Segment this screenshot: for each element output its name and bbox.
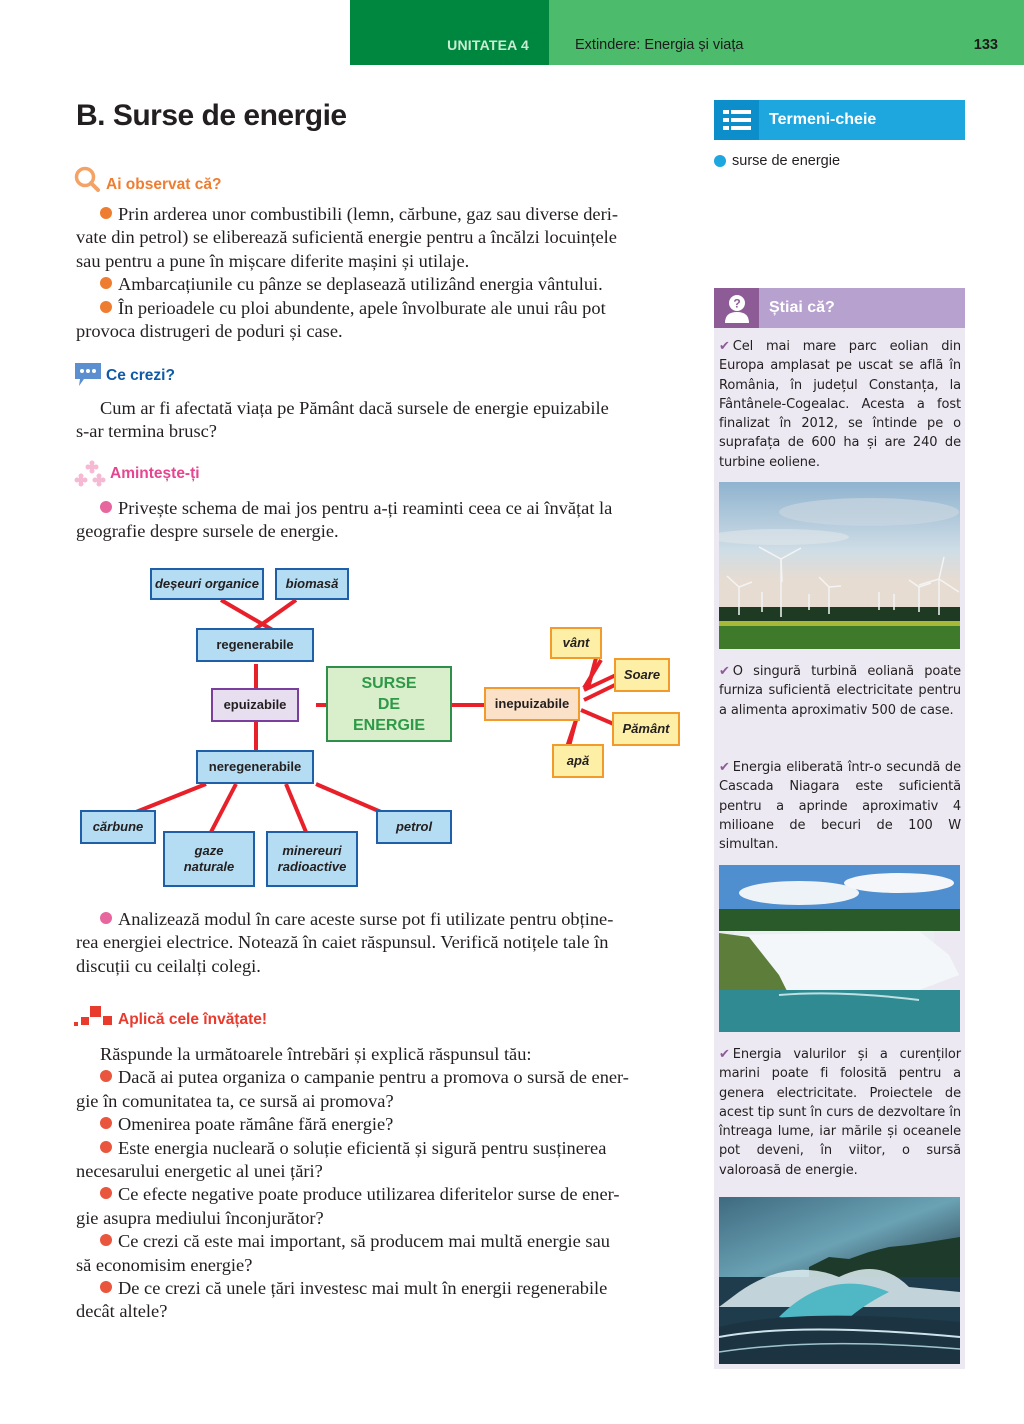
bullet-icon: [100, 1234, 112, 1246]
center-line: DE: [377, 695, 401, 713]
wind-farm-photo: [719, 482, 960, 649]
key-term-item: [714, 153, 965, 169]
bullet-icon: [100, 1070, 112, 1082]
analyze-line: Analizează modul în care aceste surse pot fi utilizate pentru obține-: [76, 908, 690, 931]
list-icon: [714, 100, 759, 140]
chapter-title: Extindere: Energia și viața: [575, 37, 744, 53]
analyze-line: discuții cu ceilalți colegi.: [76, 955, 261, 976]
question-line: De ce crezi că unele țări investesc mai mult în energii regenerabile: [76, 1277, 690, 1300]
checkmark-icon: ✔: [719, 1047, 730, 1062]
did-you-know-title: Știai că?: [769, 299, 835, 316]
node-surse-de-energie: [326, 666, 452, 742]
apply-intro: Răspunde la următoarele întrebări și explică răspunsul tău:: [100, 1044, 532, 1064]
analyze-text: [76, 908, 690, 978]
page-number: 133: [973, 37, 998, 53]
checkmark-icon: ✔: [719, 760, 730, 775]
bullet-icon: [100, 1141, 112, 1153]
node-gaze-naturale: gaze naturale: [163, 831, 255, 887]
fact-item: ✔ Cel mai mare parc eolian din Europa amplasat pe uscat se aflã în România, în județul Constanța, la Fântânele-Cogealac. Acesta a fost finalizat în 2012, se întinde pe o suprafața de 600 ha și are 240 de turbine eoliene.: [719, 339, 961, 470]
node-apa: apă: [552, 744, 604, 778]
observe-heading-label: Ai observat că?: [106, 176, 222, 193]
flowers-icon: [74, 460, 106, 488]
key-term-label: surse de energie: [732, 153, 841, 169]
node-neregenerabile: neregenerabile: [196, 750, 314, 784]
bullet-icon: [100, 1117, 112, 1129]
think-line: s-ar termina brusc?: [76, 421, 217, 442]
question-line: Este energia nucleară o soluție eficientă și sigură pentru susținerea: [76, 1137, 690, 1160]
energy-sources-diagram: [76, 560, 696, 895]
node-epuizabile: epuizabile: [211, 688, 299, 722]
question-line: să economisim energie?: [76, 1254, 253, 1275]
observe-line: vate din petrol) se eliberează suficientă energie pentru a încălzi locuințele: [76, 227, 617, 248]
observe-line: Ambarcațiunile cu pânze se deplasează utilizând energia vântului.: [76, 273, 690, 296]
fact-item: ✔ Energia valurilor și a curenților marini poate fi folosită pentru a genera electricitate. Proiectele de acest tip sunt în curs de dezvoltare în întreaga lume, iar mările și oceanele pot deveni, în viitor, o sursă valoroasă de energie.: [719, 1047, 961, 1178]
center-line: SURSE: [361, 674, 417, 692]
blocks-icon: [74, 1005, 114, 1029]
node-soare: Soare: [614, 658, 670, 692]
bullet-icon: [100, 1281, 112, 1293]
bullet-icon: [100, 277, 112, 289]
node-petrol: petrol: [376, 810, 452, 844]
node-inepuizabile: inepuizabile: [484, 687, 580, 721]
node-biomasa: biomasă: [275, 568, 349, 600]
node-minereuri-radioactive: minereuri radioactive: [266, 831, 358, 887]
ocean-wave-photo: [719, 1197, 960, 1364]
observe-line: În perioadele cu ploi abundente, apele învolburate ale unui râu pot: [76, 297, 690, 320]
remember-heading-label: Amintește-ți: [110, 465, 200, 482]
niagara-falls-photo: [719, 865, 960, 1032]
observe-line: sau pentru a pune în mișcare diferite mașini și utilaje.: [76, 250, 470, 271]
question-line: Ce crezi că este mai important, să producem mai multă energie sau: [76, 1230, 690, 1253]
bullet-icon: [100, 1187, 112, 1199]
fact-item: ✔ O singură turbină eoliană poate furniza suficientă electricitate pentru a alimenta aproximativ 500 de case.: [719, 664, 961, 718]
observe-line: Prin arderea unor combustibili (lemn, cărbune, gaz sau diverse deri-: [76, 203, 690, 226]
question-line: Omenirea poate rămâne fără energie?: [76, 1113, 690, 1136]
checkmark-icon: ✔: [719, 664, 730, 679]
key-terms-title: Termeni-cheie: [769, 111, 877, 128]
observe-line: provoca distrugeri de poduri și case.: [76, 321, 343, 342]
question-line: Ce efecte negative poate produce utilizarea diferitelor surse de ener-: [76, 1183, 690, 1206]
did-you-know-header: [714, 288, 965, 328]
bullet-icon: [100, 301, 112, 313]
question-line: gie asupra mediului înconjurător?: [76, 1207, 324, 1228]
bullet-icon: [100, 501, 112, 513]
page-title: B. Surse de energie: [76, 99, 347, 132]
magnifier-icon: [74, 166, 102, 192]
bullet-icon: [100, 207, 112, 219]
svg-text:?: ?: [732, 296, 741, 311]
analyze-line: rea energiei electrice. Notează în caiet răspunsul. Verifică notițele tale în: [76, 932, 609, 953]
key-terms-header: [714, 100, 965, 140]
remember-line: Privește schema de mai jos pentru a-ți reaminti ceea ce ai învățat la: [76, 497, 690, 520]
center-line: ENERGIE: [352, 716, 425, 734]
node-pamant: Pământ: [612, 712, 680, 746]
page-header: [350, 0, 1024, 65]
apply-text: [76, 1043, 690, 1324]
think-line: Cum ar fi afectată viața pe Pământ dacă sursele de energie epuizabile: [100, 398, 609, 418]
remember-text: [76, 497, 690, 544]
node-deseuri-organice: deșeuri organice: [150, 568, 264, 600]
apply-heading: [74, 1005, 267, 1029]
think-heading: [74, 362, 175, 388]
checkmark-icon: ✔: [719, 339, 730, 354]
question-line: decât altele?: [76, 1301, 168, 1322]
unit-label: UNITATEA 4: [350, 0, 549, 65]
question-line: necesarului energetic al unei țări?: [76, 1161, 323, 1182]
did-you-know-box: [714, 288, 965, 1369]
person-question-icon: [714, 288, 759, 328]
remember-heading: [74, 460, 200, 488]
question-line: gie în comunitatea ta, ce sursă ai promova?: [76, 1090, 394, 1111]
node-vant: vânt: [550, 627, 602, 659]
think-heading-label: Ce crezi?: [106, 367, 175, 384]
bullet-icon: [714, 155, 726, 167]
bullet-icon: [100, 912, 112, 924]
fact-item: ✔ Energia eliberată într-o secundă de Cascada Niagara este suficientă pentru a aprinde aproximativ 4 milioane de becuri de 100 W simultan.: [719, 760, 961, 853]
node-regenerabile: regenerabile: [196, 628, 314, 662]
observe-text: [76, 203, 690, 343]
question-line: Dacă ai putea organiza o campanie pentru a promova o sursă de ener-: [76, 1066, 690, 1089]
remember-line: geografie despre sursele de energie.: [76, 521, 339, 542]
node-carbune: cărbune: [80, 810, 156, 844]
speech-bubble-icon: [74, 362, 102, 388]
chapter-bar: [549, 0, 1024, 65]
apply-heading-label: Aplică cele învățate!: [118, 1011, 268, 1028]
think-text: [76, 397, 690, 444]
observe-heading: [74, 164, 221, 194]
